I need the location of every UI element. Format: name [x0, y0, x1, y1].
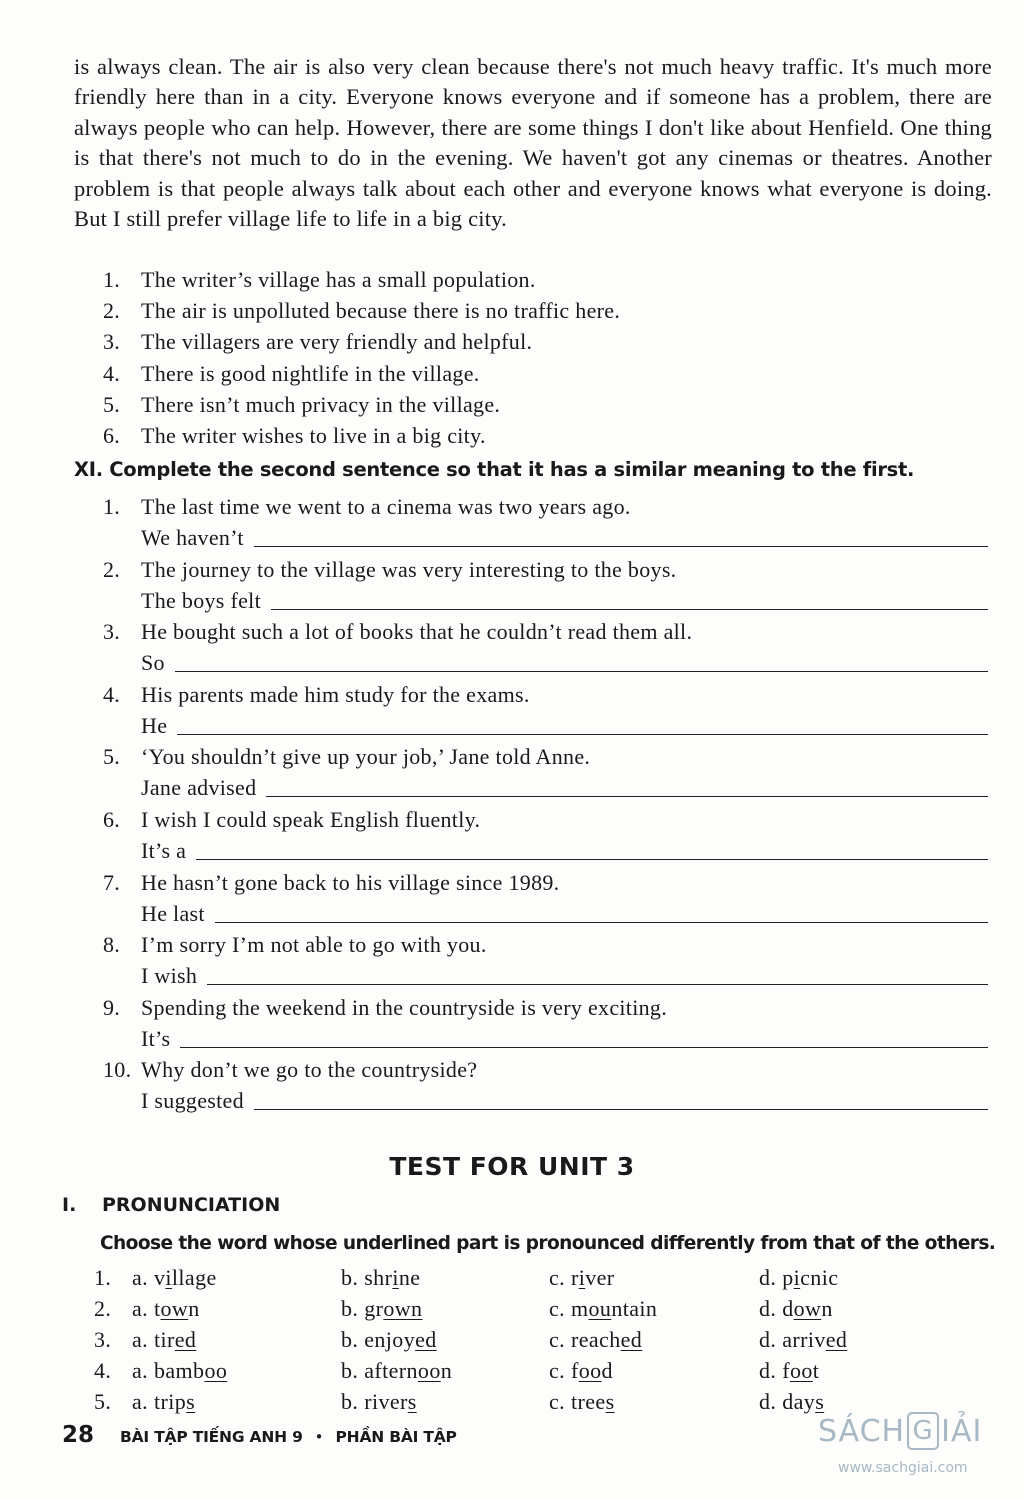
- underlined-part: ou: [588, 1296, 612, 1321]
- option-letter: c.: [549, 1358, 566, 1383]
- word-end: ver: [585, 1265, 615, 1290]
- word-start: aftern: [364, 1358, 418, 1383]
- underlined-part: i: [392, 1265, 399, 1290]
- exercise-item: [103, 804, 988, 867]
- underlined-part: oo: [578, 1358, 602, 1383]
- true-false-statements: [103, 264, 983, 451]
- reading-passage: is always clean. The air is also very clean because there's not much heavy traffic. It's much more friendly here than in a city. Everyone knows everyone and if someone has a problem, there are always people who can help. However, there are some things I don't like about Henfield. One thing is that there's not much to do in the evening. We haven't got any cinemas or theatres. Another problem is that people always talk about each other and everyone knows what everyone is doing. But I still prefer village life to life in a big city.: [74, 54, 992, 232]
- answer-line: [103, 585, 988, 616]
- answer-option[interactable]: [341, 1355, 452, 1386]
- section-numeral: I.: [62, 1194, 77, 1216]
- item-number: 1.: [94, 1265, 112, 1290]
- original-sentence: His parents made him study for the exams.: [141, 681, 530, 707]
- option-letter: d.: [759, 1265, 777, 1290]
- underlined-part: i: [165, 1265, 172, 1290]
- original-sentence: He bought such a lot of books that he couldn’t read them all.: [141, 619, 693, 645]
- answer-prompt: He last: [141, 900, 205, 926]
- statement-text: The air is unpolluted because there is no traffic here.: [141, 298, 621, 324]
- answer-option[interactable]: [759, 1262, 838, 1293]
- pronunciation-question: [94, 1262, 994, 1293]
- exercise-item: [103, 929, 988, 992]
- option-letter: c.: [549, 1389, 566, 1414]
- answer-prompt: So: [141, 650, 165, 676]
- answer-line: [103, 522, 988, 553]
- original-sentence: The journey to the village was very interesting to the boys.: [141, 556, 677, 582]
- word-end: n: [188, 1296, 200, 1321]
- pronunciation-question: [94, 1324, 994, 1355]
- underlined-part: ed: [825, 1327, 848, 1352]
- answer-line: [103, 1023, 988, 1054]
- answer-option[interactable]: [759, 1386, 824, 1417]
- answer-option[interactable]: [549, 1262, 615, 1293]
- answer-option[interactable]: [132, 1324, 196, 1355]
- option-letter: d.: [759, 1358, 777, 1383]
- word-start: gr: [364, 1296, 384, 1321]
- word-start: f: [782, 1358, 790, 1383]
- underlined-part: ow: [793, 1296, 822, 1321]
- statement-text: The writer’s village has a small population.: [141, 267, 536, 292]
- page-footer: [62, 1422, 457, 1448]
- word-start: arriv: [782, 1327, 826, 1352]
- answer-option[interactable]: [341, 1293, 422, 1324]
- original-sentence: ‘You shouldn’t give up your job,’ Jane told Anne.: [141, 744, 591, 770]
- underlined-part: ed: [174, 1327, 197, 1352]
- answer-blank[interactable]: [175, 647, 988, 672]
- item-number: 6.: [103, 422, 121, 448]
- original-sentence-line: [103, 491, 988, 522]
- word-start: shr: [364, 1265, 393, 1290]
- answer-blank[interactable]: [254, 522, 988, 547]
- answer-prompt: The boys felt: [141, 587, 261, 613]
- statement-text: The villagers are very friendly and helpful.: [141, 329, 533, 355]
- original-sentence-line: [103, 804, 988, 835]
- answer-prompt: We haven’t: [141, 525, 244, 550]
- word-end: llage: [171, 1265, 217, 1290]
- statement-item: [103, 326, 983, 357]
- underlined-part: s: [186, 1389, 196, 1414]
- exercise-item: [103, 992, 988, 1055]
- underlined-part: s: [815, 1389, 825, 1414]
- option-letter: a.: [132, 1327, 149, 1352]
- statement-text: There is good nightlife in the village.: [141, 360, 480, 386]
- original-sentence: Why don’t we go to the countryside?: [141, 1057, 478, 1083]
- option-letter: c.: [549, 1327, 566, 1352]
- exercise-item: [103, 741, 988, 804]
- word-end: d: [601, 1358, 613, 1383]
- statement-item: [103, 420, 983, 451]
- answer-line: [103, 1085, 988, 1116]
- answer-line: [103, 710, 988, 741]
- original-sentence: The last time we went to a cinema was two years ago.: [141, 494, 631, 519]
- underlined-part: ed: [620, 1327, 643, 1352]
- word-end: ne: [398, 1265, 421, 1290]
- pronunciation-questions: [94, 1262, 994, 1417]
- exercise-item: [103, 679, 988, 742]
- answer-option[interactable]: [132, 1386, 195, 1417]
- answer-blank[interactable]: [215, 898, 988, 923]
- item-number: 4.: [103, 360, 121, 386]
- original-sentence-line: [103, 616, 988, 647]
- answer-prompt: I wish: [141, 963, 198, 989]
- underlined-part: ow: [160, 1296, 189, 1321]
- option-letter: a.: [132, 1265, 149, 1290]
- word-start: tree: [570, 1389, 606, 1414]
- underlined-part: own: [383, 1296, 423, 1321]
- word-end: cnic: [800, 1265, 839, 1290]
- answer-option[interactable]: [759, 1355, 819, 1386]
- watermark-logo: [818, 1412, 982, 1450]
- section-xi-heading: XI. Complete the second sentence so that it has a similar meaning to the first.: [74, 458, 915, 481]
- exercise-item: [103, 554, 988, 617]
- answer-option[interactable]: [549, 1293, 657, 1324]
- answer-option[interactable]: [341, 1262, 420, 1293]
- item-number: 7.: [103, 869, 121, 895]
- item-number: 3.: [94, 1327, 112, 1352]
- word-end: t: [812, 1358, 820, 1383]
- original-sentence-line: [103, 929, 988, 960]
- logo-text-end: IẢI: [941, 1413, 983, 1449]
- exercise-item: [103, 1054, 988, 1117]
- word-start: day: [782, 1389, 816, 1414]
- statement-item: [103, 389, 983, 420]
- word-start: bamb: [153, 1358, 205, 1383]
- word-start: d: [782, 1296, 794, 1321]
- word-start: enjoy: [364, 1327, 416, 1352]
- word-end: n: [440, 1358, 453, 1383]
- answer-prompt: It’s a: [141, 837, 187, 863]
- item-number: 4.: [103, 681, 121, 707]
- answer-blank[interactable]: [177, 710, 988, 735]
- word-start: f: [570, 1358, 579, 1383]
- item-number: 5.: [103, 744, 121, 770]
- option-letter: d.: [759, 1389, 777, 1414]
- logo-text-start: SÁCH: [818, 1413, 906, 1449]
- word-start: p: [782, 1265, 794, 1290]
- word-start: trip: [153, 1389, 187, 1414]
- page-number: 28: [62, 1422, 95, 1448]
- option-letter: c.: [549, 1265, 566, 1290]
- option-letter: b.: [341, 1389, 359, 1414]
- underlined-part: oo: [789, 1358, 813, 1383]
- answer-line: [103, 647, 988, 678]
- answer-option[interactable]: [759, 1324, 847, 1355]
- item-number: 8.: [103, 932, 121, 958]
- answer-option[interactable]: [549, 1324, 642, 1355]
- underlined-part: s: [605, 1389, 615, 1414]
- option-letter: b.: [341, 1296, 359, 1321]
- item-number: 1.: [103, 267, 121, 292]
- original-sentence-line: [103, 867, 988, 898]
- book-title: BÀI TẬP TIẾNG ANH 9: [120, 1428, 303, 1446]
- item-number: 3.: [103, 619, 121, 645]
- original-sentence: I wish I could speak English fluently.: [141, 806, 481, 832]
- answer-line: [103, 960, 988, 991]
- word-start: t: [153, 1296, 161, 1321]
- exercise-item: [103, 491, 988, 554]
- item-number: 10.: [103, 1057, 132, 1083]
- answer-blank[interactable]: [254, 1085, 988, 1110]
- underlined-part: oo: [204, 1358, 228, 1383]
- word-end: n: [821, 1296, 833, 1321]
- item-number: 5.: [103, 391, 121, 417]
- option-letter: c.: [549, 1296, 566, 1321]
- exercise-item: [103, 616, 988, 679]
- pronunciation-instruction: Choose the word whose underlined part is pronounced differently from that of the others.: [100, 1233, 996, 1254]
- original-sentence-line: [103, 992, 988, 1023]
- statement-item: [103, 295, 983, 326]
- logo-letter-box: G: [907, 1412, 939, 1450]
- answer-prompt: Jane advised: [141, 775, 257, 801]
- option-letter: d.: [759, 1296, 777, 1321]
- item-number: 6.: [103, 806, 121, 832]
- watermark-url: www.sachgiai.com: [838, 1460, 968, 1476]
- statement-item: [103, 358, 983, 389]
- word-start: r: [570, 1265, 579, 1290]
- bullet-separator: •: [314, 1428, 324, 1446]
- item-number: 2.: [103, 298, 121, 324]
- word-start: reach: [570, 1327, 621, 1352]
- underlined-part: oo: [417, 1358, 441, 1383]
- item-number: 5.: [94, 1389, 112, 1414]
- statement-text: There isn’t much privacy in the village.: [141, 391, 501, 417]
- test-title: TEST FOR UNIT 3: [389, 1152, 635, 1181]
- option-letter: b.: [341, 1327, 359, 1352]
- section-title: PRONUNCIATION: [102, 1194, 281, 1216]
- item-number: 4.: [94, 1358, 112, 1383]
- word-start: river: [364, 1389, 408, 1414]
- answer-prompt: I suggested: [141, 1088, 244, 1114]
- underlined-part: i: [578, 1265, 586, 1290]
- original-sentence-line: [103, 741, 988, 772]
- original-sentence: I’m sorry I’m not able to go with you.: [141, 932, 487, 958]
- option-letter: b.: [341, 1358, 359, 1383]
- original-sentence: Spending the weekend in the countryside is very exciting.: [141, 994, 668, 1020]
- answer-prompt: He: [141, 712, 168, 738]
- option-letter: a.: [132, 1389, 149, 1414]
- statement-text: The writer wishes to live in a big city.: [141, 422, 486, 448]
- item-number: 1.: [103, 494, 121, 519]
- pronunciation-heading: [62, 1194, 280, 1216]
- underlined-part: ed: [415, 1327, 437, 1352]
- option-letter: b.: [341, 1265, 359, 1290]
- underlined-part: s: [407, 1389, 417, 1414]
- answer-line: [103, 835, 988, 866]
- original-sentence: He hasn’t gone back to his village since 1989.: [141, 869, 560, 895]
- word-start: tir: [153, 1327, 175, 1352]
- answer-option[interactable]: [132, 1293, 200, 1324]
- pronunciation-question: [94, 1293, 994, 1324]
- original-sentence-line: [103, 554, 988, 585]
- answer-option[interactable]: [132, 1355, 227, 1386]
- rewrite-exercises: [103, 491, 988, 1117]
- exercise-item: [103, 867, 988, 930]
- word-start: m: [570, 1296, 589, 1321]
- answer-option[interactable]: [549, 1355, 613, 1386]
- underlined-part: i: [793, 1265, 801, 1290]
- answer-blank[interactable]: [207, 960, 988, 985]
- answer-blank[interactable]: [180, 1023, 988, 1048]
- item-number: 3.: [103, 329, 121, 355]
- original-sentence-line: [103, 679, 988, 710]
- word-start: v: [153, 1265, 166, 1290]
- answer-line: [103, 772, 988, 803]
- option-letter: d.: [759, 1327, 777, 1352]
- answer-prompt: It’s: [141, 1025, 171, 1051]
- statement-item: [103, 264, 983, 295]
- item-number: 2.: [94, 1296, 112, 1321]
- answer-line: [103, 898, 988, 929]
- item-number: 2.: [103, 556, 121, 582]
- word-end: ntain: [611, 1296, 658, 1321]
- answer-blank[interactable]: [196, 835, 988, 860]
- answer-blank[interactable]: [271, 585, 988, 610]
- answer-option[interactable]: [341, 1386, 417, 1417]
- book-part: PHẦN BÀI TẬP: [335, 1428, 457, 1446]
- item-number: 9.: [103, 994, 121, 1020]
- pronunciation-question: [94, 1355, 994, 1386]
- option-letter: a.: [132, 1358, 149, 1383]
- option-letter: a.: [132, 1296, 149, 1321]
- original-sentence-line: [103, 1054, 988, 1085]
- answer-blank[interactable]: [266, 772, 988, 797]
- answer-option[interactable]: [341, 1324, 437, 1355]
- answer-option[interactable]: [549, 1386, 615, 1417]
- answer-option[interactable]: [759, 1293, 833, 1324]
- answer-option[interactable]: [132, 1262, 217, 1293]
